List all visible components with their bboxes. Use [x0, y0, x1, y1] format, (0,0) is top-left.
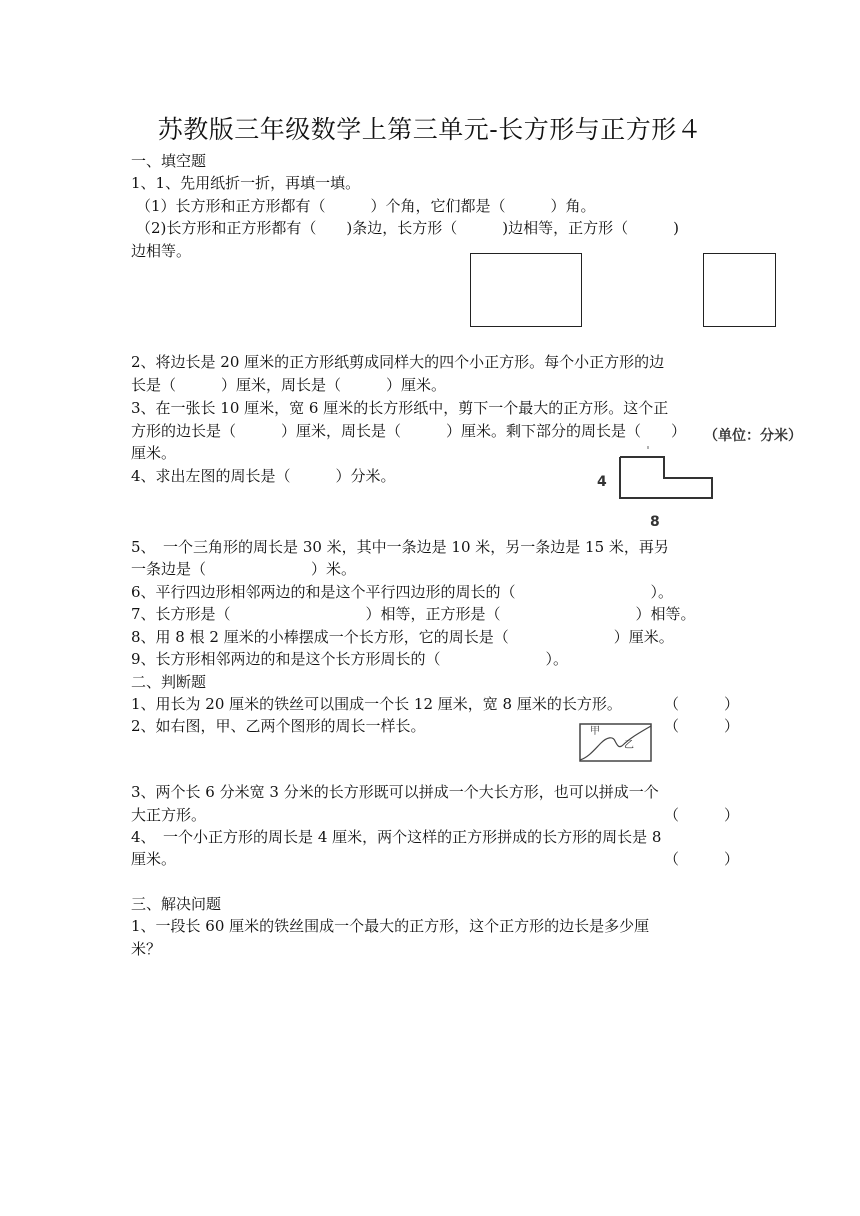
question-1-4: 4、求出左图的周长是（ ）分米。 — [131, 467, 396, 485]
answer-bracket-2-4: （ ） — [664, 850, 740, 868]
question-1-1-part2-cont: 边相等。 — [131, 242, 192, 260]
section-heading-fill-in: 一、填空题 — [131, 152, 207, 170]
question-1-5: 5、 一个三角形的周长是 30 米，其中一条边是 10 米，另一条边是 15 米，再另 — [131, 538, 669, 556]
question-1-2-cont: 长是（ ）厘米，周长是（ ）厘米。 — [131, 376, 447, 394]
question-1-6: 6、平行四边形相邻两边的和是这个平行四边形的周长的（ ）。 — [131, 583, 674, 601]
question-2-4: 4、 一个小正方形的周长是 4 厘米，两个这样的正方形拼成的长方形的周长是 8 — [131, 828, 662, 846]
question-3-1: 1、一段长 60 厘米的铁丝围成一个最大的正方形，这个正方形的边长是多少厘 — [131, 917, 650, 935]
question-2-3-cont: 大正方形。 — [131, 806, 207, 824]
question-1-1: 1、1、先用纸折一折，再填一填。 — [131, 174, 361, 192]
question-1-1-part2: （2)长方形和正方形都有（ )条边，长方形（ )边相等，正方形（ ) — [136, 219, 679, 237]
page-title: 苏教版三年级数学上第三单元-长方形与正方形４ — [157, 115, 703, 144]
answer-bracket-2-2: （ ） — [664, 717, 740, 735]
figure-label-jia: 甲 — [590, 726, 600, 737]
rectangle-figure — [470, 253, 582, 327]
answer-bracket-2-3: （ ） — [664, 806, 740, 824]
answer-bracket-2-1: （ ） — [664, 695, 740, 713]
figure-height-label: 4 — [597, 474, 607, 490]
figure-width-label: 8 — [650, 514, 660, 530]
section-heading-solve: 三、解决问题 — [131, 895, 222, 913]
figure-label-yi: 乙 — [624, 740, 634, 751]
question-1-9: 9、长方形相邻两边的和是这个长方形周长的（ ）。 — [131, 650, 569, 668]
question-2-4-cont: 厘米。 — [131, 850, 177, 868]
question-3-1-cont: 米？ — [131, 940, 162, 958]
question-1-8: 8、用 8 根 2 厘米的小棒摆成一个长方形，它的周长是（ ）厘米。 — [131, 628, 674, 646]
figure-unit-label: （单位：分米） — [704, 428, 802, 444]
question-1-3-cont2: 厘米。 — [131, 444, 177, 462]
question-1-3-cont: 方形的边长是（ ）厘米，周长是（ ）厘米。剩下部分的周长是（ ） — [131, 422, 687, 440]
question-1-7: 7、长方形是（ ）相等，正方形是（ ）相等。 — [131, 605, 696, 623]
square-figure — [703, 253, 776, 327]
question-2-1: 1、用长为 20 厘米的铁丝可以围成一个长 12 厘米，宽 8 厘米的长方形。 — [131, 695, 622, 713]
question-1-2: 2、将边长是 20 厘米的正方形纸剪成同样大的四个小正方形。每个小正方形的边 — [131, 353, 665, 371]
question-2-3: 3、两个长 6 分米宽 3 分米的长方形既可以拼成一个大长方形，也可以拼成一个 — [131, 783, 659, 801]
question-1-1-part1: （1）长方形和正方形都有（ ）个角，它们都是（ ）角。 — [136, 197, 596, 215]
question-1-5-cont: 一条边是（ ）米。 — [131, 560, 357, 578]
question-1-3: 3、在一张长 10 厘米，宽 6 厘米的长方形纸中，剪下一个最大的正方形。这个正 — [131, 399, 669, 417]
section-heading-judge: 二、判断题 — [131, 673, 207, 691]
question-2-2: 2、如右图，甲、乙两个图形的周长一样长。 — [131, 717, 426, 735]
